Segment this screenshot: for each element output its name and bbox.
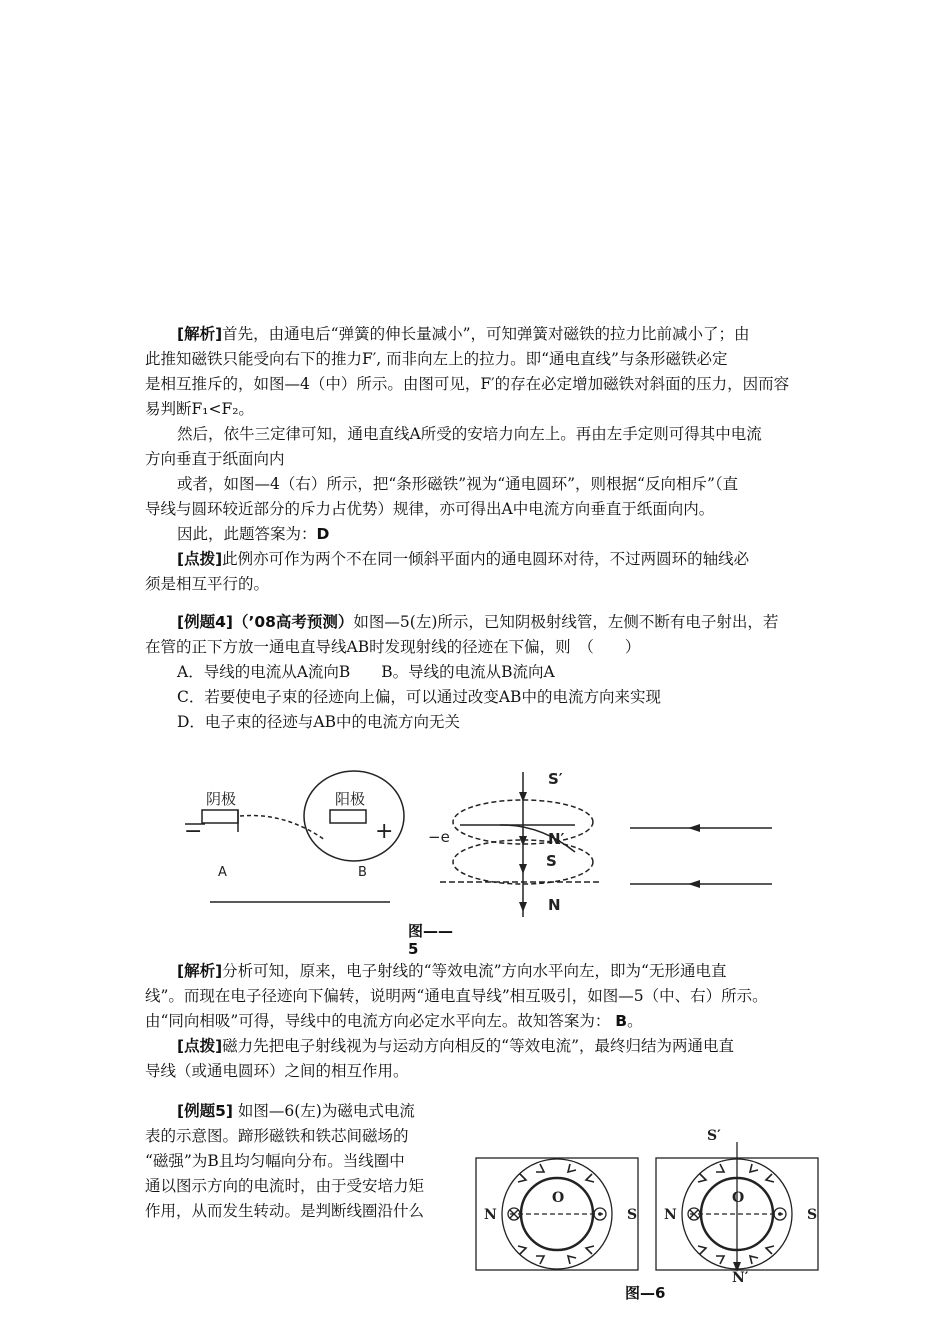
text-line: 线”。而现在电子径迹向下偏转，说明两“通电直导线”相互吸引，如图—5（中、右）所示。 (145, 987, 768, 1005)
text-line: 然后，依牛三定律可知，通电直线A所受的安培力向左上。再由左手定则可得其中电流 (177, 425, 762, 443)
n-prime-label: N′ (732, 1270, 749, 1282)
example-5 (145, 1099, 465, 1224)
text-line: 易判断F₁<F₂。 (145, 400, 254, 418)
arrow-left-icon (688, 824, 700, 832)
label-b: B (358, 865, 367, 880)
o-label: O (732, 1190, 745, 1206)
text-line: [点拨]磁力先把电子射线视为与运动方向相反的“等效电流”，最终归结为两通电直 (177, 1037, 735, 1055)
figure-5-caption-2: 5 (408, 940, 419, 958)
text-line: 导线与圆环较近部分的斥力占优势）规律，亦可得出A中电流方向垂直于纸面向内。 (145, 500, 715, 518)
figure-5 (170, 762, 790, 922)
minus-sign: − (184, 819, 203, 844)
arrow-icon (519, 864, 527, 874)
text-line: [解析]分析可知，原来，电子射线的“等效电流”方向水平向左，即为“无形通电直 (177, 962, 727, 980)
electron-path (240, 816, 325, 841)
example-4 (145, 610, 810, 735)
electron-label: −e (428, 828, 450, 846)
text-line: 导线（或通电圆环）之间的相互作用。 (145, 1062, 409, 1080)
figure-6 (470, 1122, 830, 1282)
plus-sign: + (375, 819, 394, 844)
text-line: 表的示意图。蹄形磁铁和铁芯间磁场的 (145, 1127, 409, 1145)
text-line: 作用，从而发生转动。是判断线圈沿什么 (145, 1202, 425, 1220)
n-pole-label: N (484, 1207, 497, 1223)
left-magnet-frame (476, 1158, 638, 1270)
anode-electrode (330, 810, 366, 823)
text-line: [例题5] 如图—6(左)为磁电式电流 (177, 1102, 415, 1120)
figure-5-caption-1: 图—— (408, 922, 454, 940)
n-label: N (548, 896, 561, 914)
text-line: 通以图示方向的电流时，由于受安培力矩 (145, 1177, 425, 1195)
cathode-electrode (202, 810, 238, 823)
text-line: [点拨]此例亦可作为两个不在同一倾斜平面内的通电圆环对待，不过两圆环的轴线必 (177, 550, 750, 568)
anode-label: 阳极 (335, 790, 366, 808)
s-prime-label: S′ (707, 1128, 721, 1144)
option-c: C．若要使电子束的径迹向上偏，可以通过改变AB中的电流方向来实现 (177, 688, 661, 706)
text-line: 方向垂直于纸面向内 (145, 450, 285, 468)
text-line: 须是相互平行的。 (145, 575, 270, 593)
text-line: 因此，此题答案为：D (177, 525, 330, 543)
n-pole-label: N (664, 1207, 677, 1223)
text-line: 此推知磁铁只能受向右下的推力F′, 而非向左上的拉力。即“通电直线”与条形磁铁必定 (145, 350, 728, 368)
text-line: 由“同向相吸”可得，导线中的电流方向必定水平向左。故知答案为： B。 (145, 1012, 643, 1030)
s-prime-label: S′ (548, 770, 563, 788)
cathode-label: 阴极 (206, 790, 237, 808)
text-line: 是相互推斥的，如图—4（中）所示。由图可见，F′的存在必定增加磁铁对斜面的压力，因而容 (145, 375, 790, 393)
s-pole-label: S (627, 1207, 638, 1223)
label-a: A (218, 865, 227, 880)
text-line: [例题4]（’08高考预测）如图—5(左)所示，已知阴极射线管，左侧不断有电子射出，若 (177, 613, 779, 631)
n-prime-label: N′ (548, 830, 565, 848)
option-a-b: A．导线的电流从A流向B B。导线的电流从B流向A (177, 663, 555, 681)
o-label: O (552, 1190, 565, 1206)
s-label: S (546, 852, 557, 870)
analysis-paragraph-1 (145, 322, 810, 597)
text-line: 在管的正下方放一通电直导线AB时发现射线的径迹在下偏，则 （ ） (145, 638, 641, 656)
option-d: D．电子束的径迹与AB中的电流方向无关 (177, 713, 461, 731)
text-line: 或者，如图—4（右）所示，把“条形磁铁”视为“通电圆环”，则根据“反向相斥”（直 (177, 475, 739, 493)
text-line: [解析]首先，由通电后“弹簧的伸长量减小”，可知弹簧对磁铁的拉力比前减小了；由 (177, 325, 750, 343)
tube-outline (304, 771, 404, 861)
text-line: “磁强”为B且均匀幅向分布。当线圈中 (145, 1152, 405, 1170)
arrow-icon (519, 902, 527, 912)
figure-6-caption: 图—6 (625, 1284, 666, 1302)
s-pole-label: S (807, 1207, 818, 1223)
arrow-left-icon (688, 880, 700, 888)
analysis-paragraph-2 (145, 959, 810, 1084)
